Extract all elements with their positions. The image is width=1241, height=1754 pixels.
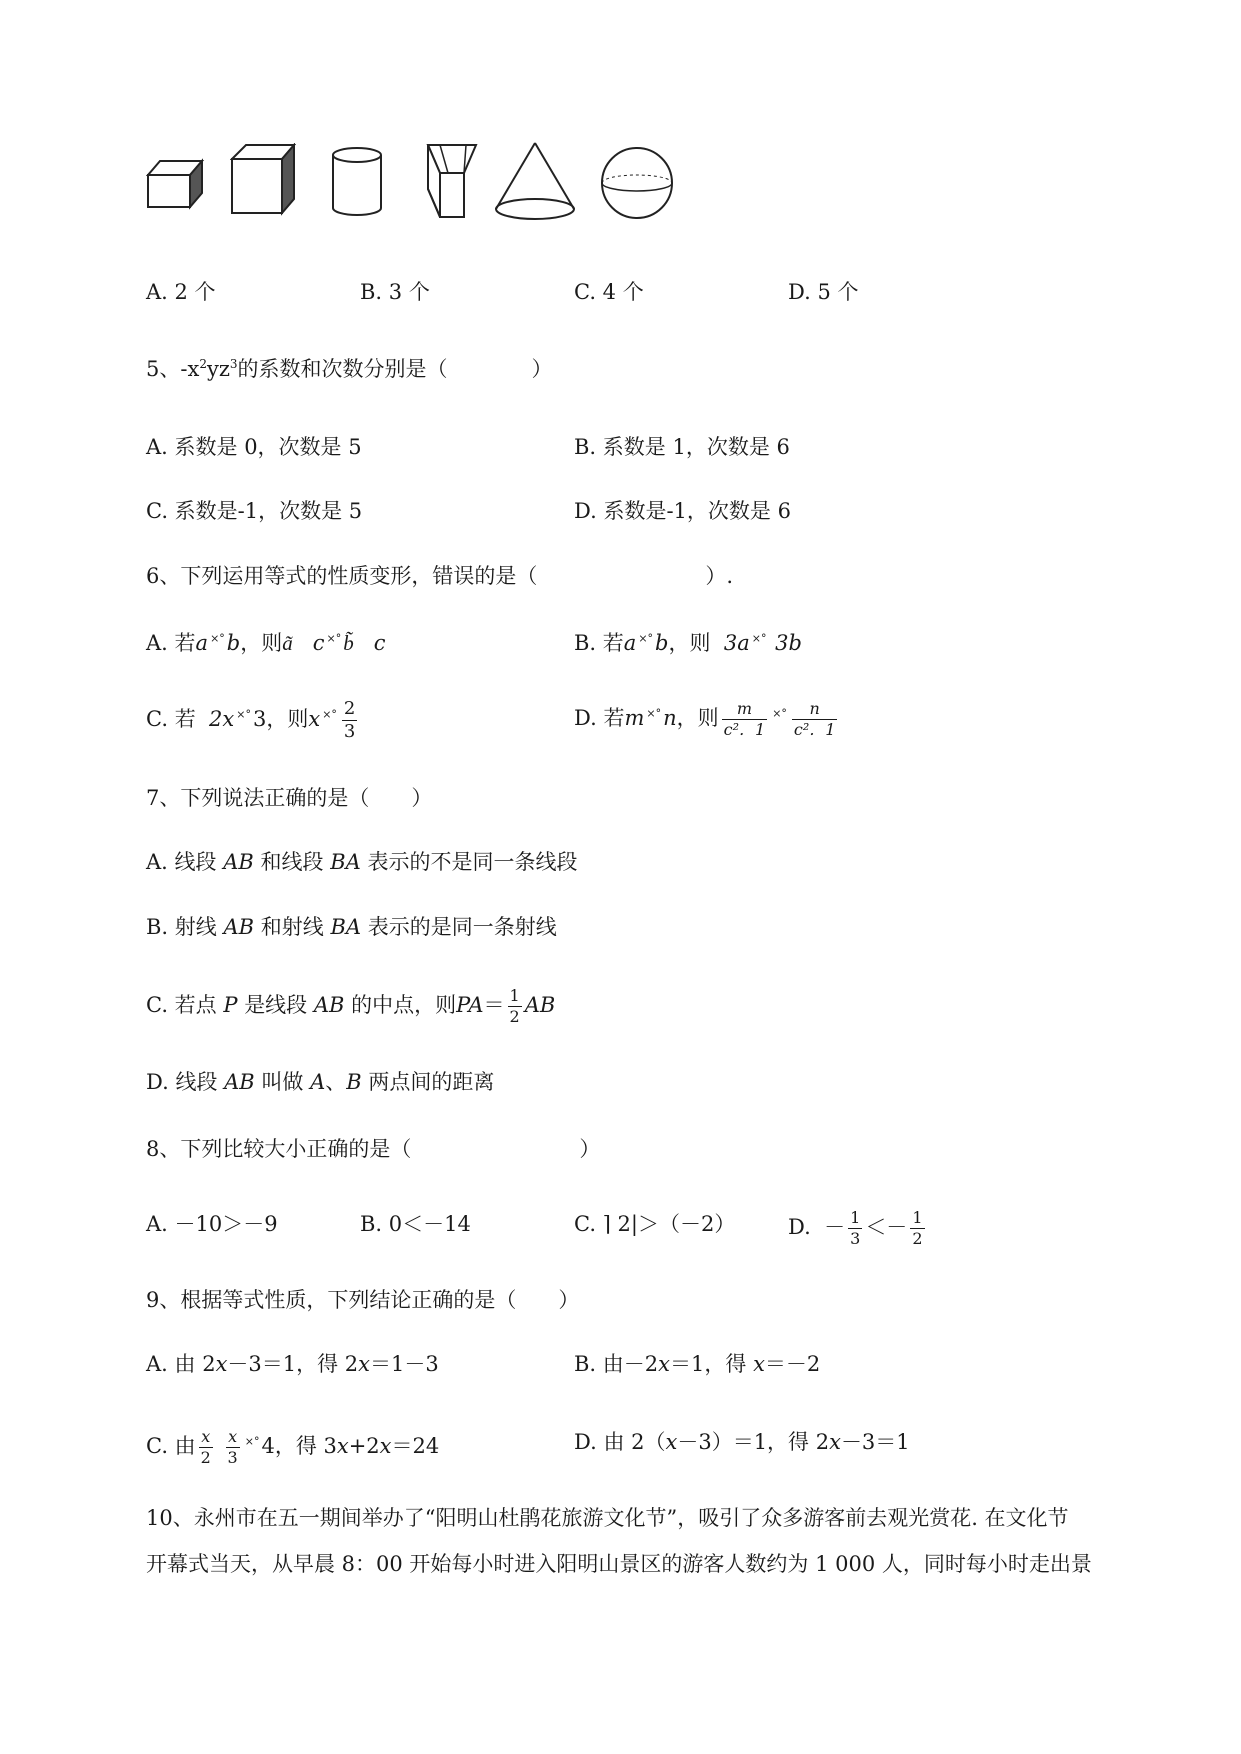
var: n <box>663 706 677 730</box>
option-label: B. <box>574 631 597 655</box>
option-label: D. <box>574 706 597 730</box>
q4-option-a: A. 2 个 <box>146 280 216 304</box>
text: ＝24 <box>391 1434 440 1458</box>
var: x <box>308 707 321 731</box>
garbled-symbol: ×° <box>772 707 787 720</box>
var: x <box>753 1352 765 1376</box>
var: AB <box>224 1070 255 1094</box>
var: 2x <box>209 707 235 731</box>
q6-stem: 6、下列运用等式的性质变形，错误的是（ ）. <box>146 564 734 588</box>
var: B <box>346 1070 362 1094</box>
text: ，则 <box>266 707 309 731</box>
fraction <box>910 1210 924 1247</box>
denominator: 2 <box>509 1007 520 1026</box>
var: x <box>658 1352 670 1376</box>
var: 3b <box>775 631 802 655</box>
text: 若 <box>602 631 624 655</box>
numerator: m <box>736 699 752 718</box>
var: 3a <box>723 631 750 655</box>
var: AB <box>223 850 254 874</box>
var: x <box>215 1352 228 1376</box>
garbled-symbol: ×° <box>751 632 767 645</box>
text: ＜－ <box>865 1215 908 1239</box>
numerator: 1 <box>912 1208 923 1227</box>
text: 若 <box>174 707 196 731</box>
text: A. 线段 <box>146 850 217 874</box>
cuboid-icon <box>146 157 208 212</box>
denominator: 3 <box>343 721 356 742</box>
garbled-symbol: ×° <box>326 632 342 645</box>
var: c <box>312 631 325 655</box>
text: －3＝1，得 2 <box>227 1352 359 1376</box>
q5-option-d: D. 系数是-1，次数是 6 <box>574 499 791 523</box>
q5-expr-mid: yz <box>206 357 230 381</box>
var: b <box>226 631 241 655</box>
var: x <box>829 1430 841 1454</box>
q9-option-a <box>146 1350 439 1378</box>
var: BA <box>330 915 362 939</box>
q7-option-a <box>146 848 578 876</box>
sphere-icon <box>598 145 676 221</box>
q4-option-c: C. 4 个 <box>574 280 644 304</box>
q8-option-b: B. 0＜－14 <box>360 1212 471 1236</box>
var: m <box>624 706 645 730</box>
denominator: c²．1 <box>793 720 836 739</box>
q8-option-d <box>788 1210 928 1247</box>
text: 若 <box>603 706 625 730</box>
q6-option-b <box>574 625 802 657</box>
garbled-symbol: ×° <box>322 708 337 721</box>
garbled-symbol: ×° <box>646 707 662 720</box>
q4-option-d: D. 5 个 <box>788 280 859 304</box>
text: 两点间的距离 <box>368 1070 495 1094</box>
numerator: n <box>809 699 820 718</box>
option-label: C. 由 <box>146 1434 196 1458</box>
numerator: 2 <box>343 698 356 719</box>
option-label: D. <box>788 1215 811 1239</box>
q5-expr-prefix: -x <box>180 357 200 381</box>
text: 表示的不是同一条线段 <box>367 850 578 874</box>
var: a <box>623 631 637 655</box>
denominator: c²．1 <box>723 720 766 739</box>
var: x <box>379 1434 392 1458</box>
fraction <box>342 700 357 741</box>
numerator: 1 <box>509 986 520 1005</box>
q9-option-b <box>574 1350 820 1378</box>
text: C. 若点 <box>146 993 217 1017</box>
fraction <box>508 988 522 1025</box>
text: ＝1，得 <box>670 1352 747 1376</box>
var: a <box>195 631 209 655</box>
numerator: x <box>228 1427 238 1446</box>
denominator: 2 <box>912 1229 923 1248</box>
q7-stem: 7、下列说法正确的是（ ） <box>146 786 433 810</box>
garbled-symbol: ×° <box>244 1435 260 1448</box>
var: a͂ <box>282 631 293 655</box>
text: ，则 <box>676 706 719 730</box>
var: BA <box>330 850 361 874</box>
text: ，则 <box>240 631 283 655</box>
var: AB <box>524 993 556 1017</box>
text: 和射线 <box>260 915 324 939</box>
q6-option-d <box>574 700 840 738</box>
text: －3＝1 <box>840 1430 910 1454</box>
text: +2 <box>348 1434 380 1458</box>
text: ＝－2 <box>764 1352 821 1376</box>
q6-option-c <box>146 700 360 741</box>
fraction <box>848 1210 862 1247</box>
text: 的中点，则 <box>351 993 457 1017</box>
text: 叫做 <box>261 1070 304 1094</box>
text: D. 由 2（ <box>574 1430 666 1454</box>
q8-option-a: A. －10＞－9 <box>146 1212 278 1236</box>
text: 表示的是同一条射线 <box>367 915 557 939</box>
option-label: A. <box>146 631 168 655</box>
frustum-prism-icon <box>426 143 480 221</box>
text: ＝1－3 <box>370 1352 439 1376</box>
text: 和线段 <box>260 850 324 874</box>
q8-option-c: C. ⌉ 2|＞（－2） <box>574 1212 736 1236</box>
q9-option-c <box>146 1428 439 1466</box>
var: x <box>336 1434 349 1458</box>
q10-line2: 开幕式当天，从早晨 8：00 开始每小时进入阳明山景区的游客人数约为 1 000 人，同时每小时走出景 <box>146 1552 1092 1576</box>
garbled-symbol: ×° <box>638 632 654 645</box>
text: 3 <box>252 707 267 731</box>
q6-option-a <box>146 625 386 657</box>
q10-line1: 10、永州市在五一期间举办了“阳明山杜鹃花旅游文化节”，吸引了众多游客前去观光赏花. 在文化节 <box>146 1506 1069 1530</box>
text: 是线段 <box>244 993 308 1017</box>
fraction <box>792 701 838 738</box>
text: A. 由 2 <box>146 1352 216 1376</box>
text: 若 <box>174 631 196 655</box>
q9-stem: 9、根据等式性质，下列结论正确的是（ ） <box>146 1288 580 1312</box>
fraction <box>199 1429 213 1466</box>
denominator: 3 <box>227 1448 238 1467</box>
text: B. 射线 <box>146 915 217 939</box>
text: D. 线段 <box>146 1070 218 1094</box>
cube-icon <box>230 143 296 217</box>
q5-number: 5、 <box>146 357 181 381</box>
q7-option-d <box>146 1068 494 1096</box>
solid-figures <box>146 155 706 245</box>
var: PA <box>456 993 484 1017</box>
q5-option-b: B. 系数是 1，次数是 6 <box>574 435 790 459</box>
var: AB <box>223 915 255 939</box>
var: x <box>358 1352 371 1376</box>
garbled-symbol: ×° <box>236 708 251 721</box>
var: AB <box>313 993 345 1017</box>
denominator: 2 <box>200 1448 211 1467</box>
q7-option-b <box>146 913 557 941</box>
q8-stem: 8、下列比较大小正确的是（ ） <box>146 1137 601 1161</box>
denominator: 3 <box>850 1229 861 1248</box>
q5-tail: 的系数和次数分别是（ ） <box>237 357 553 381</box>
text: －3）＝1，得 2 <box>677 1430 830 1454</box>
q5-stem <box>146 355 553 383</box>
text: ，则 <box>668 631 711 655</box>
numerator: 1 <box>850 1208 861 1227</box>
cylinder-icon <box>330 145 384 219</box>
q4-option-b: B. 3 个 <box>360 280 430 304</box>
numerator: x <box>201 1427 211 1446</box>
var: c <box>373 631 386 655</box>
q5-exp1: 2 <box>199 357 207 371</box>
var: b͂ <box>343 631 354 655</box>
fraction <box>226 1429 240 1466</box>
text: B. 由－2 <box>574 1352 659 1376</box>
q7-option-c <box>146 988 555 1025</box>
q5-option-c: C. 系数是-1，次数是 5 <box>146 499 363 523</box>
var: x <box>665 1430 678 1454</box>
garbled-symbol: ×° <box>210 632 225 645</box>
q5-option-a: A. 系数是 0，次数是 5 <box>146 435 362 459</box>
text: 4，得 3 <box>261 1434 337 1458</box>
text: － <box>824 1215 846 1239</box>
option-label: C. <box>146 707 168 731</box>
fraction <box>722 701 768 738</box>
var: b <box>655 631 669 655</box>
q5-exp2: 3 <box>229 357 238 371</box>
q9-option-d <box>574 1428 910 1456</box>
cone-icon <box>492 141 578 223</box>
text: 、 <box>325 1070 347 1094</box>
var: P <box>223 993 238 1017</box>
text: ＝ <box>483 993 505 1017</box>
var: A <box>310 1070 326 1094</box>
